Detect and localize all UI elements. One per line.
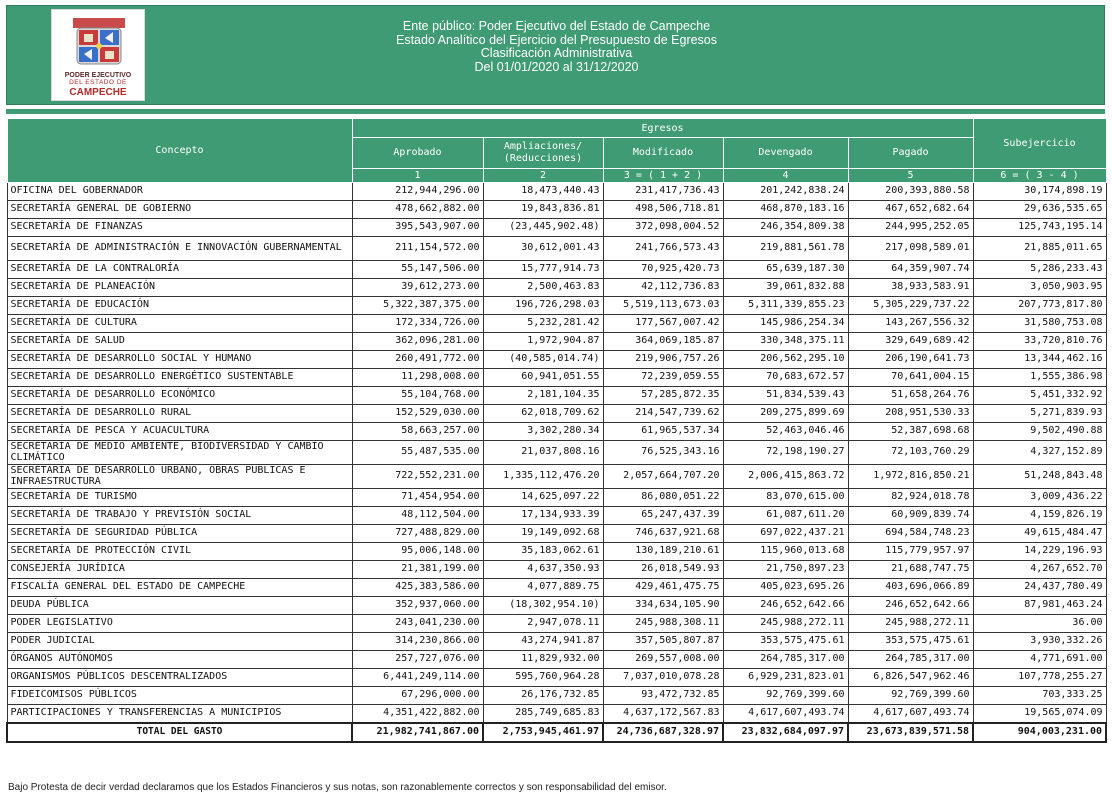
modificado-cell: 130,189,210.61 (603, 543, 723, 561)
table-row (7, 597, 1106, 615)
aprobado-cell: 172,334,726.00 (352, 315, 483, 333)
table-row (7, 201, 1106, 219)
concepto-cell: SECRETARÍA DE TRABAJO Y PREVISIÓN SOCIAL (7, 507, 352, 525)
concepto-cell: SECRETARÍA DE EDUCACIÓN (7, 297, 352, 315)
modificado-cell: 357,505,807.87 (603, 633, 723, 651)
pagado-cell: 72,103,760.29 (848, 441, 973, 465)
subejercicio-cell: 207,773,817.80 (973, 297, 1106, 315)
subejercicio-cell: 29,636,535.65 (973, 201, 1106, 219)
concepto-cell: PODER JUDICIAL (7, 633, 352, 651)
subejercicio-cell: 49,615,484.47 (973, 525, 1106, 543)
modificado-cell: 269,557,008.00 (603, 651, 723, 669)
aprobado-cell: 58,663,257.00 (352, 423, 483, 441)
table-row (7, 669, 1106, 687)
concepto-cell: SECRETARÍA DE CULTURA (7, 315, 352, 333)
devengado-cell: 697,022,437.21 (723, 525, 848, 543)
aprobado-cell: 11,298,008.00 (352, 369, 483, 387)
aprobado-cell: 722,552,231.00 (352, 465, 483, 489)
pagado-cell: 329,649,689.42 (848, 333, 973, 351)
table-row (7, 369, 1106, 387)
subejercicio-cell: 31,580,753.08 (973, 315, 1106, 333)
concepto-cell: SECRETARÍA DE MEDIO AMBIENTE, BIODIVERSIDAD Y CAMBIO CLIMÁTICO (7, 441, 352, 465)
aprobado-cell: 395,543,907.00 (352, 219, 483, 237)
aprobado-cell: 21,381,199.00 (352, 561, 483, 579)
devengado-cell: 65,639,187.30 (723, 261, 848, 279)
aprobado-cell: 211,154,572.00 (352, 237, 483, 261)
devengado-cell: 246,652,642.66 (723, 597, 848, 615)
column-number: 6 = ( 3 - 4 ) (973, 169, 1106, 183)
subejercicio-cell: 21,885,011.65 (973, 237, 1106, 261)
aprobado-cell: 260,491,772.00 (352, 351, 483, 369)
pagado-cell: 467,652,682.64 (848, 201, 973, 219)
concepto-cell: ORGANISMOS PÚBLICOS DESCENTRALIZADOS (7, 669, 352, 687)
ampliaciones-cell: 285,749,685.83 (483, 705, 603, 724)
modificado-cell: 93,472,732.85 (603, 687, 723, 705)
subejercicio-cell: 14,229,196.93 (973, 543, 1106, 561)
devengado-cell: 468,870,183.16 (723, 201, 848, 219)
devengado-cell: 83,070,615.00 (723, 489, 848, 507)
aprobado-cell: 727,488,829.00 (352, 525, 483, 543)
modificado-cell: 72,239,059.55 (603, 369, 723, 387)
concepto-cell: SECRETARÍA DE ADMINISTRACIÓN E INNOVACIÓN GUBERNAMENTAL (7, 237, 352, 261)
aprobado-cell: 478,662,882.00 (352, 201, 483, 219)
total-devengado-cell: 23,832,684,097.97 (723, 723, 848, 742)
devengado-cell: 330,348,375.11 (723, 333, 848, 351)
devengado-cell: 209,275,899.69 (723, 405, 848, 423)
logo-text-line-2: DEL ESTADO DE (69, 79, 127, 86)
pagado-cell: 52,387,698.68 (848, 423, 973, 441)
total-ampliaciones-cell: 2,753,945,461.97 (483, 723, 603, 742)
table-row (7, 405, 1106, 423)
table-row (7, 561, 1106, 579)
ampliaciones-cell: 19,149,092.68 (483, 525, 603, 543)
subejercicio-cell: 3,009,436.22 (973, 489, 1106, 507)
subejercicio-cell: 5,451,332.92 (973, 387, 1106, 405)
modificado-cell: 86,080,051.22 (603, 489, 723, 507)
ampliaciones-cell: 4,077,889.75 (483, 579, 603, 597)
table-body (7, 183, 1106, 743)
aprobado-cell: 5,322,387,375.00 (352, 297, 483, 315)
subejercicio-cell: 4,327,152.89 (973, 441, 1106, 465)
devengado-cell: 353,575,475.61 (723, 633, 848, 651)
report-banner (6, 5, 1105, 105)
subejercicio-cell: 3,050,903.95 (973, 279, 1106, 297)
subejercicio-cell: 3,930,332.26 (973, 633, 1106, 651)
subejercicio-cell: 9,502,490.88 (973, 423, 1106, 441)
concepto-cell: OFICINA DEL GOBERNADOR (7, 183, 352, 201)
subejercicio-cell: 107,778,255.27 (973, 669, 1106, 687)
ampliaciones-cell: 5,232,281.42 (483, 315, 603, 333)
ampliaciones-cell: 18,473,440.43 (483, 183, 603, 201)
aprobado-cell: 314,230,866.00 (352, 633, 483, 651)
aprobado-cell: 243,041,230.00 (352, 615, 483, 633)
aprobado-cell: 6,441,249,114.00 (352, 669, 483, 687)
pagado-cell: 245,988,272.11 (848, 615, 973, 633)
concepto-cell: SECRETARÍA DE DESARROLLO ENERGÉTICO SUSTENTABLE (7, 369, 352, 387)
modificado-cell: 7,037,010,078.28 (603, 669, 723, 687)
modificado-cell: 746,637,921.68 (603, 525, 723, 543)
table-row (7, 237, 1106, 261)
devengado-cell: 145,986,254.34 (723, 315, 848, 333)
concepto-cell: FIDEICOMISOS PÚBLICOS (7, 687, 352, 705)
pagado-cell: 92,769,399.60 (848, 687, 973, 705)
concepto-cell: SECRETARÍA DE SALUD (7, 333, 352, 351)
table-row (7, 651, 1106, 669)
concepto-cell: PARTICIPACIONES Y TRANSFERENCIAS A MUNICIPIOS (7, 705, 352, 724)
modificado-cell: 214,547,739.62 (603, 405, 723, 423)
total-pagado-cell: 23,673,839,571.58 (848, 723, 973, 742)
modificado-cell: 5,519,113,673.03 (603, 297, 723, 315)
aprobado-cell: 4,351,422,882.00 (352, 705, 483, 724)
concepto-cell: CONSEJERÍA JURÍDICA (7, 561, 352, 579)
modificado-cell: 76,525,343.16 (603, 441, 723, 465)
ampliaciones-cell: 30,612,001.43 (483, 237, 603, 261)
table-row (7, 507, 1106, 525)
modificado-cell: 245,988,308.11 (603, 615, 723, 633)
devengado-cell: 39,061,832.88 (723, 279, 848, 297)
subejercicio-cell: 5,286,233.43 (973, 261, 1106, 279)
pagado-cell: 60,909,839.74 (848, 507, 973, 525)
pagado-cell: 694,584,748.23 (848, 525, 973, 543)
devengado-cell: 219,881,561.78 (723, 237, 848, 261)
subejercicio-cell: 33,720,810.76 (973, 333, 1106, 351)
concepto-cell: SECRETARÍA DE PROTECCIÓN CIVIL (7, 543, 352, 561)
pagado-cell: 82,924,018.78 (848, 489, 973, 507)
devengado-cell: 4,617,607,493.74 (723, 705, 848, 724)
report-title-block (7, 20, 1106, 74)
subejercicio-cell: 5,271,839.93 (973, 405, 1106, 423)
table-row (7, 315, 1106, 333)
pagado-cell: 217,098,589.01 (848, 237, 973, 261)
modificado-cell: 4,637,172,567.83 (603, 705, 723, 724)
devengado-cell: 5,311,339,855.23 (723, 297, 848, 315)
modificado-cell: 219,906,757.26 (603, 351, 723, 369)
concepto-cell: SECRETARÍA DE DESARROLLO RURAL (7, 405, 352, 423)
table-row (7, 633, 1106, 651)
ampliaciones-cell: 2,947,078.11 (483, 615, 603, 633)
devengado-cell: 245,988,272.11 (723, 615, 848, 633)
aprobado-cell: 95,006,148.00 (352, 543, 483, 561)
budget-table (6, 118, 1107, 743)
devengado-cell: 264,785,317.00 (723, 651, 848, 669)
subejercicio-cell: 125,743,195.14 (973, 219, 1106, 237)
table-row (7, 543, 1106, 561)
ampliaciones-cell: 43,274,941.87 (483, 633, 603, 651)
pagado-cell: 4,617,607,493.74 (848, 705, 973, 724)
ampliaciones-cell: (23,445,902.48) (483, 219, 603, 237)
subejercicio-cell: 36.00 (973, 615, 1106, 633)
table-row (7, 465, 1106, 489)
modificado-cell: 26,018,549.93 (603, 561, 723, 579)
ampliaciones-cell: 62,018,709.62 (483, 405, 603, 423)
concepto-cell: SECRETARÍA DE DESARROLLO SOCIAL Y HUMANO (7, 351, 352, 369)
modificado-cell: 61,965,537.34 (603, 423, 723, 441)
aprobado-cell: 39,612,273.00 (352, 279, 483, 297)
modificado-cell: 372,098,004.52 (603, 219, 723, 237)
subejercicio-cell: 24,437,780.49 (973, 579, 1106, 597)
concepto-cell: PODER LEGISLATIVO (7, 615, 352, 633)
pagado-cell: 208,951,530.33 (848, 405, 973, 423)
period-title: Del 01/01/2020 al 31/12/2020 (474, 59, 639, 74)
ampliaciones-cell: 3,302,280.34 (483, 423, 603, 441)
modificado-cell: 241,766,573.43 (603, 237, 723, 261)
pagado-cell: 38,933,583.91 (848, 279, 973, 297)
concepto-cell: SECRETARÍA DE SEGURIDAD PÚBLICA (7, 525, 352, 543)
ampliaciones-cell: (18,302,954.10) (483, 597, 603, 615)
ampliaciones-cell: (40,585,014.74) (483, 351, 603, 369)
total-modificado-cell: 24,736,687,328.97 (603, 723, 723, 742)
column-number: 3 = ( 1 + 2 ) (603, 169, 723, 183)
pagado-cell: 206,190,641.73 (848, 351, 973, 369)
header-divider (6, 109, 1105, 114)
modificado-cell: 498,506,718.81 (603, 201, 723, 219)
devengado-header: Devengado (723, 138, 848, 169)
concepto-cell: SECRETARÍA DE FINANZAS (7, 219, 352, 237)
devengado-cell: 70,683,672.57 (723, 369, 848, 387)
devengado-cell: 201,242,838.24 (723, 183, 848, 201)
pagado-cell: 70,641,004.15 (848, 369, 973, 387)
pagado-cell: 246,652,642.66 (848, 597, 973, 615)
aprobado-cell: 67,296,000.00 (352, 687, 483, 705)
pagado-cell: 64,359,907.74 (848, 261, 973, 279)
subejercicio-cell: 4,159,826.19 (973, 507, 1106, 525)
table-row (7, 351, 1106, 369)
table-row (7, 705, 1106, 724)
ampliaciones-cell: 1,335,112,476.20 (483, 465, 603, 489)
pagado-cell: 200,393,880.58 (848, 183, 973, 201)
devengado-cell: 92,769,399.60 (723, 687, 848, 705)
ampliaciones-cell: 4,637,350.93 (483, 561, 603, 579)
pagado-cell: 51,658,264.76 (848, 387, 973, 405)
aprobado-cell: 152,529,030.00 (352, 405, 483, 423)
subejercicio-cell: 51,248,843.48 (973, 465, 1106, 489)
aprobado-cell: 212,944,296.00 (352, 183, 483, 201)
devengado-cell: 51,834,539.43 (723, 387, 848, 405)
concepto-cell: ÓRGANOS AUTÓNOMOS (7, 651, 352, 669)
modificado-cell: 65,247,437.39 (603, 507, 723, 525)
devengado-cell: 21,750,897.23 (723, 561, 848, 579)
devengado-cell: 115,960,013.68 (723, 543, 848, 561)
ampliaciones-cell: 26,176,732.85 (483, 687, 603, 705)
classification-title: Clasificación Administrativa (480, 46, 633, 60)
concepto-cell: SECRETARÍA DE DESARROLLO URBANO, OBRAS PÚBLICAS E INFRAESTRUCTURA (7, 465, 352, 489)
modificado-cell: 364,069,185.87 (603, 333, 723, 351)
devengado-cell: 72,198,190.27 (723, 441, 848, 465)
modificado-cell: 70,925,420.73 (603, 261, 723, 279)
table-row (7, 441, 1106, 465)
pagado-header: Pagado (848, 138, 973, 169)
subejercicio-cell: 87,981,463.24 (973, 597, 1106, 615)
pagado-cell: 21,688,747.75 (848, 561, 973, 579)
table-row (7, 297, 1106, 315)
total-concepto-cell: TOTAL DEL GASTO (7, 723, 352, 742)
table-row (7, 219, 1106, 237)
table-row (7, 579, 1106, 597)
subejercicio-cell: 30,174,898.19 (973, 183, 1106, 201)
pagado-cell: 244,995,252.05 (848, 219, 973, 237)
ampliaciones-cell: 21,037,808.16 (483, 441, 603, 465)
modificado-cell: 231,417,736.43 (603, 183, 723, 201)
devengado-cell: 2,006,415,863.72 (723, 465, 848, 489)
ampliaciones-header: Ampliaciones/ (Reducciones) (483, 138, 603, 169)
aprobado-cell: 55,487,535.00 (352, 441, 483, 465)
concepto-cell: SECRETARÍA DE TURISMO (7, 489, 352, 507)
concepto-cell: SECRETARÍA DE PLANEACIÓN (7, 279, 352, 297)
table-row (7, 261, 1106, 279)
devengado-cell: 61,087,611.20 (723, 507, 848, 525)
aprobado-cell: 55,104,768.00 (352, 387, 483, 405)
table-row (7, 525, 1106, 543)
logo-text-line-1: PODER EJECUTIVO (64, 72, 132, 79)
column-number: 4 (723, 169, 848, 183)
table-row (7, 615, 1106, 633)
concepto-cell: DEUDA PÚBLICA (7, 597, 352, 615)
ampliaciones-cell: 60,941,051.55 (483, 369, 603, 387)
pagado-cell: 5,305,229,737.22 (848, 297, 973, 315)
concepto-header: Concepto (7, 119, 352, 183)
ampliaciones-cell: 2,181,104.35 (483, 387, 603, 405)
aprobado-cell: 71,454,954.00 (352, 489, 483, 507)
pagado-cell: 353,575,475.61 (848, 633, 973, 651)
aprobado-cell: 352,937,060.00 (352, 597, 483, 615)
devengado-cell: 246,354,809.38 (723, 219, 848, 237)
table-row (7, 279, 1106, 297)
concepto-cell: SECRETARÍA DE DESARROLLO ECONÓMICO (7, 387, 352, 405)
ampliaciones-cell: 196,726,298.03 (483, 297, 603, 315)
report-title: Estado Analítico del Ejercicio del Presupuesto de Egresos (395, 32, 718, 47)
concepto-cell: SECRETARÍA DE PESCA Y ACUACULTURA (7, 423, 352, 441)
total-subejercicio-cell: 904,003,231.00 (973, 723, 1106, 742)
subejercicio-cell: 1,555,386.98 (973, 369, 1106, 387)
column-number: 1 (352, 169, 483, 183)
ampliaciones-cell: 595,760,964.28 (483, 669, 603, 687)
devengado-cell: 405,023,695.26 (723, 579, 848, 597)
modificado-cell: 2,057,664,707.20 (603, 465, 723, 489)
concepto-cell: SECRETARÍA DE LA CONTRALORÍA (7, 261, 352, 279)
subejercicio-cell: 13,344,462.16 (973, 351, 1106, 369)
ampliaciones-cell: 15,777,914.73 (483, 261, 603, 279)
column-number: 5 (848, 169, 973, 183)
egresos-header: Egresos (352, 119, 973, 138)
pagado-cell: 143,267,556.32 (848, 315, 973, 333)
table-row (7, 489, 1106, 507)
aprobado-header: Aprobado (352, 138, 483, 169)
aprobado-cell: 425,383,586.00 (352, 579, 483, 597)
pagado-cell: 264,785,317.00 (848, 651, 973, 669)
ampliaciones-cell: 17,134,933.39 (483, 507, 603, 525)
modificado-header: Modificado (603, 138, 723, 169)
table-row (7, 423, 1106, 441)
entity-title: Ente público: Poder Ejecutivo del Estado de Campeche (402, 19, 711, 33)
pagado-cell: 6,826,547,962.46 (848, 669, 973, 687)
ampliaciones-cell: 11,829,932.00 (483, 651, 603, 669)
subejercicio-cell: 19,565,074.09 (973, 705, 1106, 724)
subejercicio-header: Subejercicio (973, 119, 1106, 169)
subejercicio-cell: 4,771,691.00 (973, 651, 1106, 669)
concepto-cell: SECRETARÍA GENERAL DE GOBIERNO (7, 201, 352, 219)
subejercicio-cell: 703,333.25 (973, 687, 1106, 705)
table-row (7, 333, 1106, 351)
devengado-cell: 206,562,295.10 (723, 351, 848, 369)
aprobado-cell: 48,112,504.00 (352, 507, 483, 525)
aprobado-cell: 362,096,281.00 (352, 333, 483, 351)
modificado-cell: 42,112,736.83 (603, 279, 723, 297)
footer-disclaimer: Bajo Protesta de decir verdad declaramos que los Estados Financieros y sus notas, son razonablemente correctos y son responsabilidad del emisor. (8, 782, 667, 793)
table-row (7, 387, 1106, 405)
ampliaciones-cell: 35,183,062.61 (483, 543, 603, 561)
ampliaciones-cell: 14,625,097.22 (483, 489, 603, 507)
pagado-cell: 1,972,816,850.21 (848, 465, 973, 489)
concepto-cell: FISCALÍA GENERAL DEL ESTADO DE CAMPECHE (7, 579, 352, 597)
subejercicio-cell: 4,267,652.70 (973, 561, 1106, 579)
devengado-cell: 6,929,231,823.01 (723, 669, 848, 687)
modificado-cell: 429,461,475.75 (603, 579, 723, 597)
modificado-cell: 177,567,007.42 (603, 315, 723, 333)
pagado-cell: 403,696,066.89 (848, 579, 973, 597)
column-number: 2 (483, 169, 603, 183)
aprobado-cell: 257,727,076.00 (352, 651, 483, 669)
table-row (7, 183, 1106, 201)
aprobado-cell: 55,147,506.00 (352, 261, 483, 279)
ampliaciones-cell: 1,972,904.87 (483, 333, 603, 351)
modificado-cell: 334,634,105.90 (603, 597, 723, 615)
total-aprobado-cell: 21,982,741,867.00 (352, 723, 483, 742)
table-row (7, 687, 1106, 705)
ampliaciones-cell: 2,500,463.83 (483, 279, 603, 297)
devengado-cell: 52,463,046.46 (723, 423, 848, 441)
modificado-cell: 57,285,872.35 (603, 387, 723, 405)
ampliaciones-cell: 19,843,836.81 (483, 201, 603, 219)
pagado-cell: 115,779,957.97 (848, 543, 973, 561)
total-row (7, 723, 1106, 742)
logo-text-line-3: CAMPECHE (69, 87, 127, 98)
